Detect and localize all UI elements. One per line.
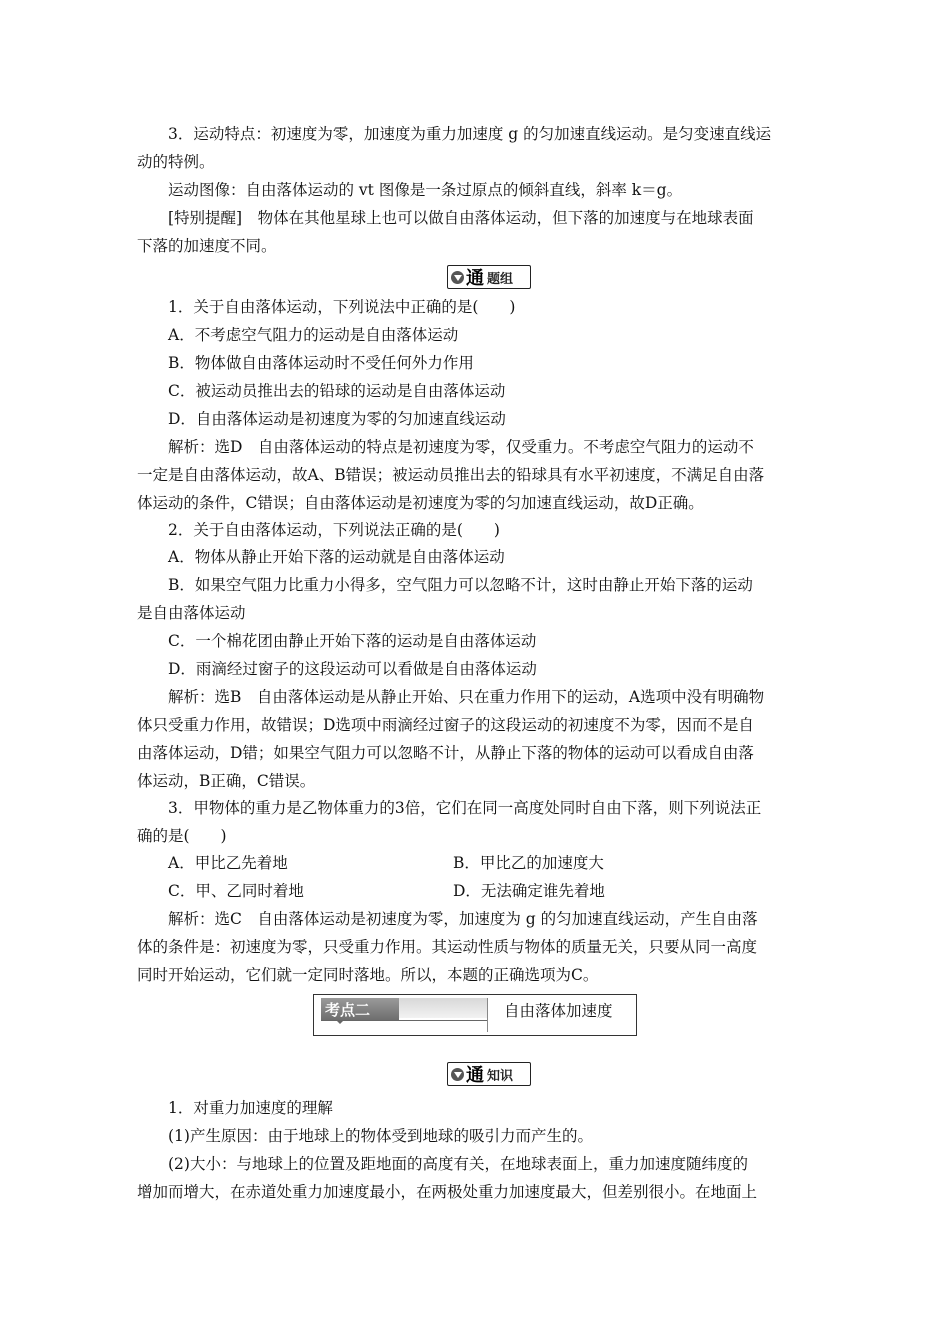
option-b: B．甲比乙的加速度大 <box>453 854 604 872</box>
question-stem: 3．甲物体的重力是乙物体重力的3倍，它们在同一高度处同时自由下落，则下列说法正 <box>168 799 762 817</box>
knowledge-heading: 1．对重力加速度的理解 <box>168 1099 333 1117</box>
knowledge-line: (1)产生原因：由于地球上的物体受到地球的吸引力而产生的。 <box>168 1127 593 1145</box>
knowledge-line: (2)大小：与地球上的位置及距地面的高度有关，在地球表面上，重力加速度随纬度的 <box>168 1155 748 1173</box>
paragraph-line: 3．运动特点：初速度为零，加速度为重力加速度 g 的匀加速直线运动。是匀变速直线运 <box>168 125 772 143</box>
answer-line: 解析：选C 自由落体运动是初速度为零，加速度为 g 的匀加速直线运动，产生自由落 <box>168 910 758 928</box>
notch-icon <box>336 1020 344 1024</box>
badge-main-char: 通 <box>466 1065 484 1086</box>
topic-underline <box>321 1020 487 1021</box>
answer-line: 由落体运动，D错；如果空气阻力可以忽略不计，从静止下落的物体的运动可以看成自由落 <box>137 744 754 762</box>
option-b: B．物体做自由落体运动时不受任何外力作用 <box>168 354 474 372</box>
tip-line: [特别提醒] 物体在其他星球上也可以做自由落体运动，但下落的加速度与在地球表面 <box>168 209 754 227</box>
topic-tab-gradient <box>399 998 487 1018</box>
topic-title: 自由落体加速度 <box>504 1002 613 1020</box>
option-a: A．物体从静止开始下落的运动就是自由落体运动 <box>168 548 505 566</box>
option-b-cont: 是自由落体运动 <box>137 604 246 622</box>
answer-line: 一定是自由落体运动，故A、B错误；被运动员推出去的铅球具有水平初速度，不满足自由落 <box>137 466 765 484</box>
topic-header-box <box>313 994 637 1036</box>
answer-line: 体只受重力作用，故错误；D选项中雨滴经过窗子的这段运动的初速度不为零，因而不是自 <box>137 716 754 734</box>
question-stem: 1．关于自由落体运动，下列说法中正确的是( ) <box>168 298 516 316</box>
answer-line: 体运动的条件，C错误；自由落体运动是初速度为零的匀加速直线运动，故D正确。 <box>137 494 704 512</box>
answer-line: 体运动，B正确，C错误。 <box>137 772 316 790</box>
badge-main-char: 通 <box>466 268 484 289</box>
option-d: D．雨滴经过窗子的这段运动可以看做是自由落体运动 <box>168 660 537 678</box>
option-a: A．不考虑空气阻力的运动是自由落体运动 <box>168 326 459 344</box>
section-badge-tongtizu <box>447 265 531 289</box>
paragraph-line: 动的特例。 <box>137 153 215 171</box>
knowledge-line: 增加而增大，在赤道处重力加速度最小，在两极处重力加速度最大，但差别很小。在地面上 <box>137 1183 758 1201</box>
option-c: C．甲、乙同时着地 <box>168 882 304 900</box>
answer-line: 体的条件是：初速度为零，只受重力作用。其运动性质与物体的质量无关，只要从同一高度 <box>137 938 758 956</box>
answer-line: 解析：选D 自由落体运动的特点是初速度为零，仅受重力。不考虑空气阻力的运动不 <box>168 438 754 456</box>
answer-line: 同时开始运动，它们就一定同时落地。所以，本题的正确选项为C。 <box>137 966 599 984</box>
question-stem: 2．关于自由落体运动，下列说法正确的是( ) <box>168 521 500 539</box>
badge-sub-text: 题组 <box>487 271 514 287</box>
option-d: D．自由落体运动是初速度为零的匀加速直线运动 <box>168 410 506 428</box>
triangle-icon <box>451 271 464 284</box>
badge-sub-text: 知识 <box>487 1068 514 1084</box>
option-c: C．被运动员推出去的铅球的运动是自由落体运动 <box>168 382 506 400</box>
option-c: C．一个棉花团由静止开始下落的运动是自由落体运动 <box>168 632 537 650</box>
question-stem-cont: 确的是( ) <box>137 827 227 845</box>
topic-tab: 考点二 <box>321 998 399 1020</box>
topic-divider <box>487 998 488 1032</box>
tip-line: 下落的加速度不同。 <box>137 237 277 255</box>
option-a: A．甲比乙先着地 <box>168 854 288 872</box>
option-b: B．如果空气阻力比重力小得多，空气阻力可以忽略不计，这时由静止开始下落的运动 <box>168 576 753 594</box>
triangle-icon <box>451 1068 464 1081</box>
paragraph-line: 运动图像：自由落体运动的 vt 图像是一条过原点的倾斜直线，斜率 k＝g。 <box>168 181 683 199</box>
answer-line: 解析：选B 自由落体运动是从静止开始、只在重力作用下的运动，A选项中没有明确物 <box>168 688 765 706</box>
option-d: D．无法确定谁先着地 <box>453 882 605 900</box>
section-badge-tongzhishi <box>447 1062 531 1086</box>
